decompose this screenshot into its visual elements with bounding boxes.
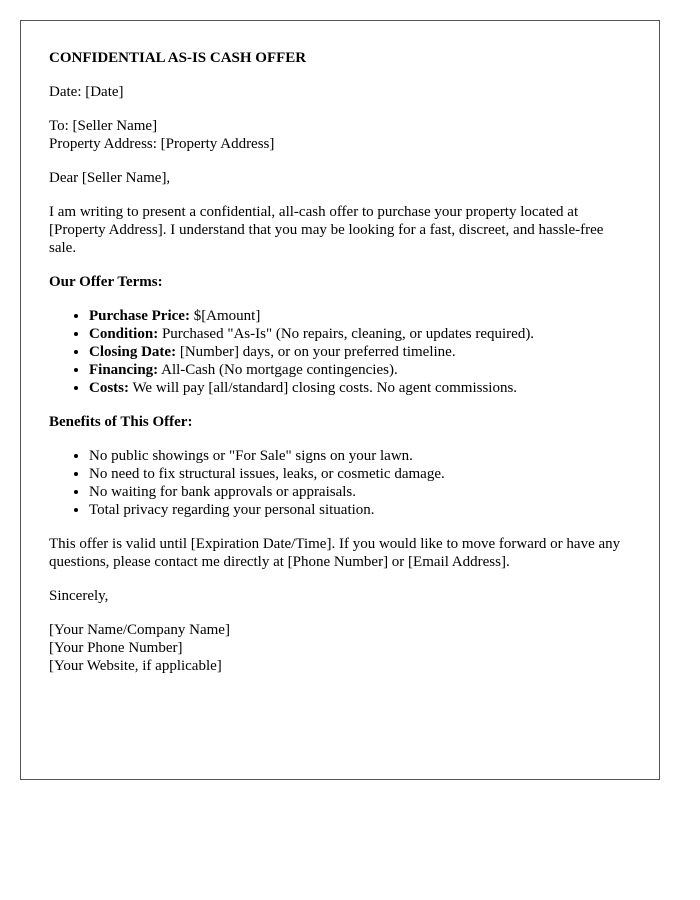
term-item xyxy=(89,379,631,397)
sign-off: Sincerely, xyxy=(49,588,109,604)
term-label: Costs: xyxy=(89,380,129,396)
property-address-line: Property Address: [Property Address] xyxy=(49,136,275,152)
offer-terms-list xyxy=(49,307,631,397)
term-label: Closing Date: xyxy=(89,344,177,360)
signature-name: [Your Name/Company Name] xyxy=(49,622,230,638)
signature-website: [Your Website, if applicable] xyxy=(49,658,222,674)
term-text: [Number] days, or on your preferred timeline. xyxy=(176,344,456,360)
benefits-list xyxy=(49,447,631,519)
recipient-block xyxy=(49,117,631,153)
term-item xyxy=(89,343,631,361)
term-text: All-Cash (No mortgage contingencies). xyxy=(158,362,398,378)
offer-letter xyxy=(20,20,660,780)
benefit-item: • No waiting for bank approvals or appraisals. xyxy=(89,483,631,501)
salutation: Dear [Seller Name], xyxy=(49,170,171,186)
closing-paragraph: This offer is valid until [Expiration Date/Time]. If you would like to move forward or have any questions, please contact me directly at [Phone Number] or [Email Address]. xyxy=(49,536,621,570)
term-text: Purchased "As-Is" (No repairs, cleaning, or updates required). xyxy=(158,326,535,342)
signature-block xyxy=(49,621,631,675)
date-line: Date: [Date] xyxy=(49,84,124,100)
benefits-heading: Benefits of This Offer: xyxy=(49,414,193,430)
term-label: Financing: xyxy=(89,362,159,378)
term-item xyxy=(89,307,631,325)
benefit-item: • No need to fix structural issues, leaks, or cosmetic damage. xyxy=(89,465,631,483)
term-label: Purchase Price: xyxy=(89,308,190,324)
term-text: $[Amount] xyxy=(189,308,261,324)
benefit-item: • Total privacy regarding your personal situation. xyxy=(89,501,631,519)
letter-title: CONFIDENTIAL AS-IS CASH OFFER xyxy=(49,50,307,66)
to-line: To: [Seller Name] xyxy=(49,118,158,134)
term-item xyxy=(89,361,631,379)
term-item xyxy=(89,325,631,343)
offer-terms-heading: Our Offer Terms: xyxy=(49,274,163,290)
benefit-item: • No public showings or "For Sale" signs on your lawn. xyxy=(89,447,631,465)
term-label: Condition: xyxy=(89,326,159,342)
intro-paragraph: I am writing to present a confidential, all-cash offer to purchase your property located at [Property Address]. I understand that you may be looking for a fast, discreet, and hassle-free sale. xyxy=(49,204,604,256)
term-text: We will pay [all/standard] closing costs. No agent commissions. xyxy=(129,380,518,396)
signature-phone: [Your Phone Number] xyxy=(49,640,183,656)
